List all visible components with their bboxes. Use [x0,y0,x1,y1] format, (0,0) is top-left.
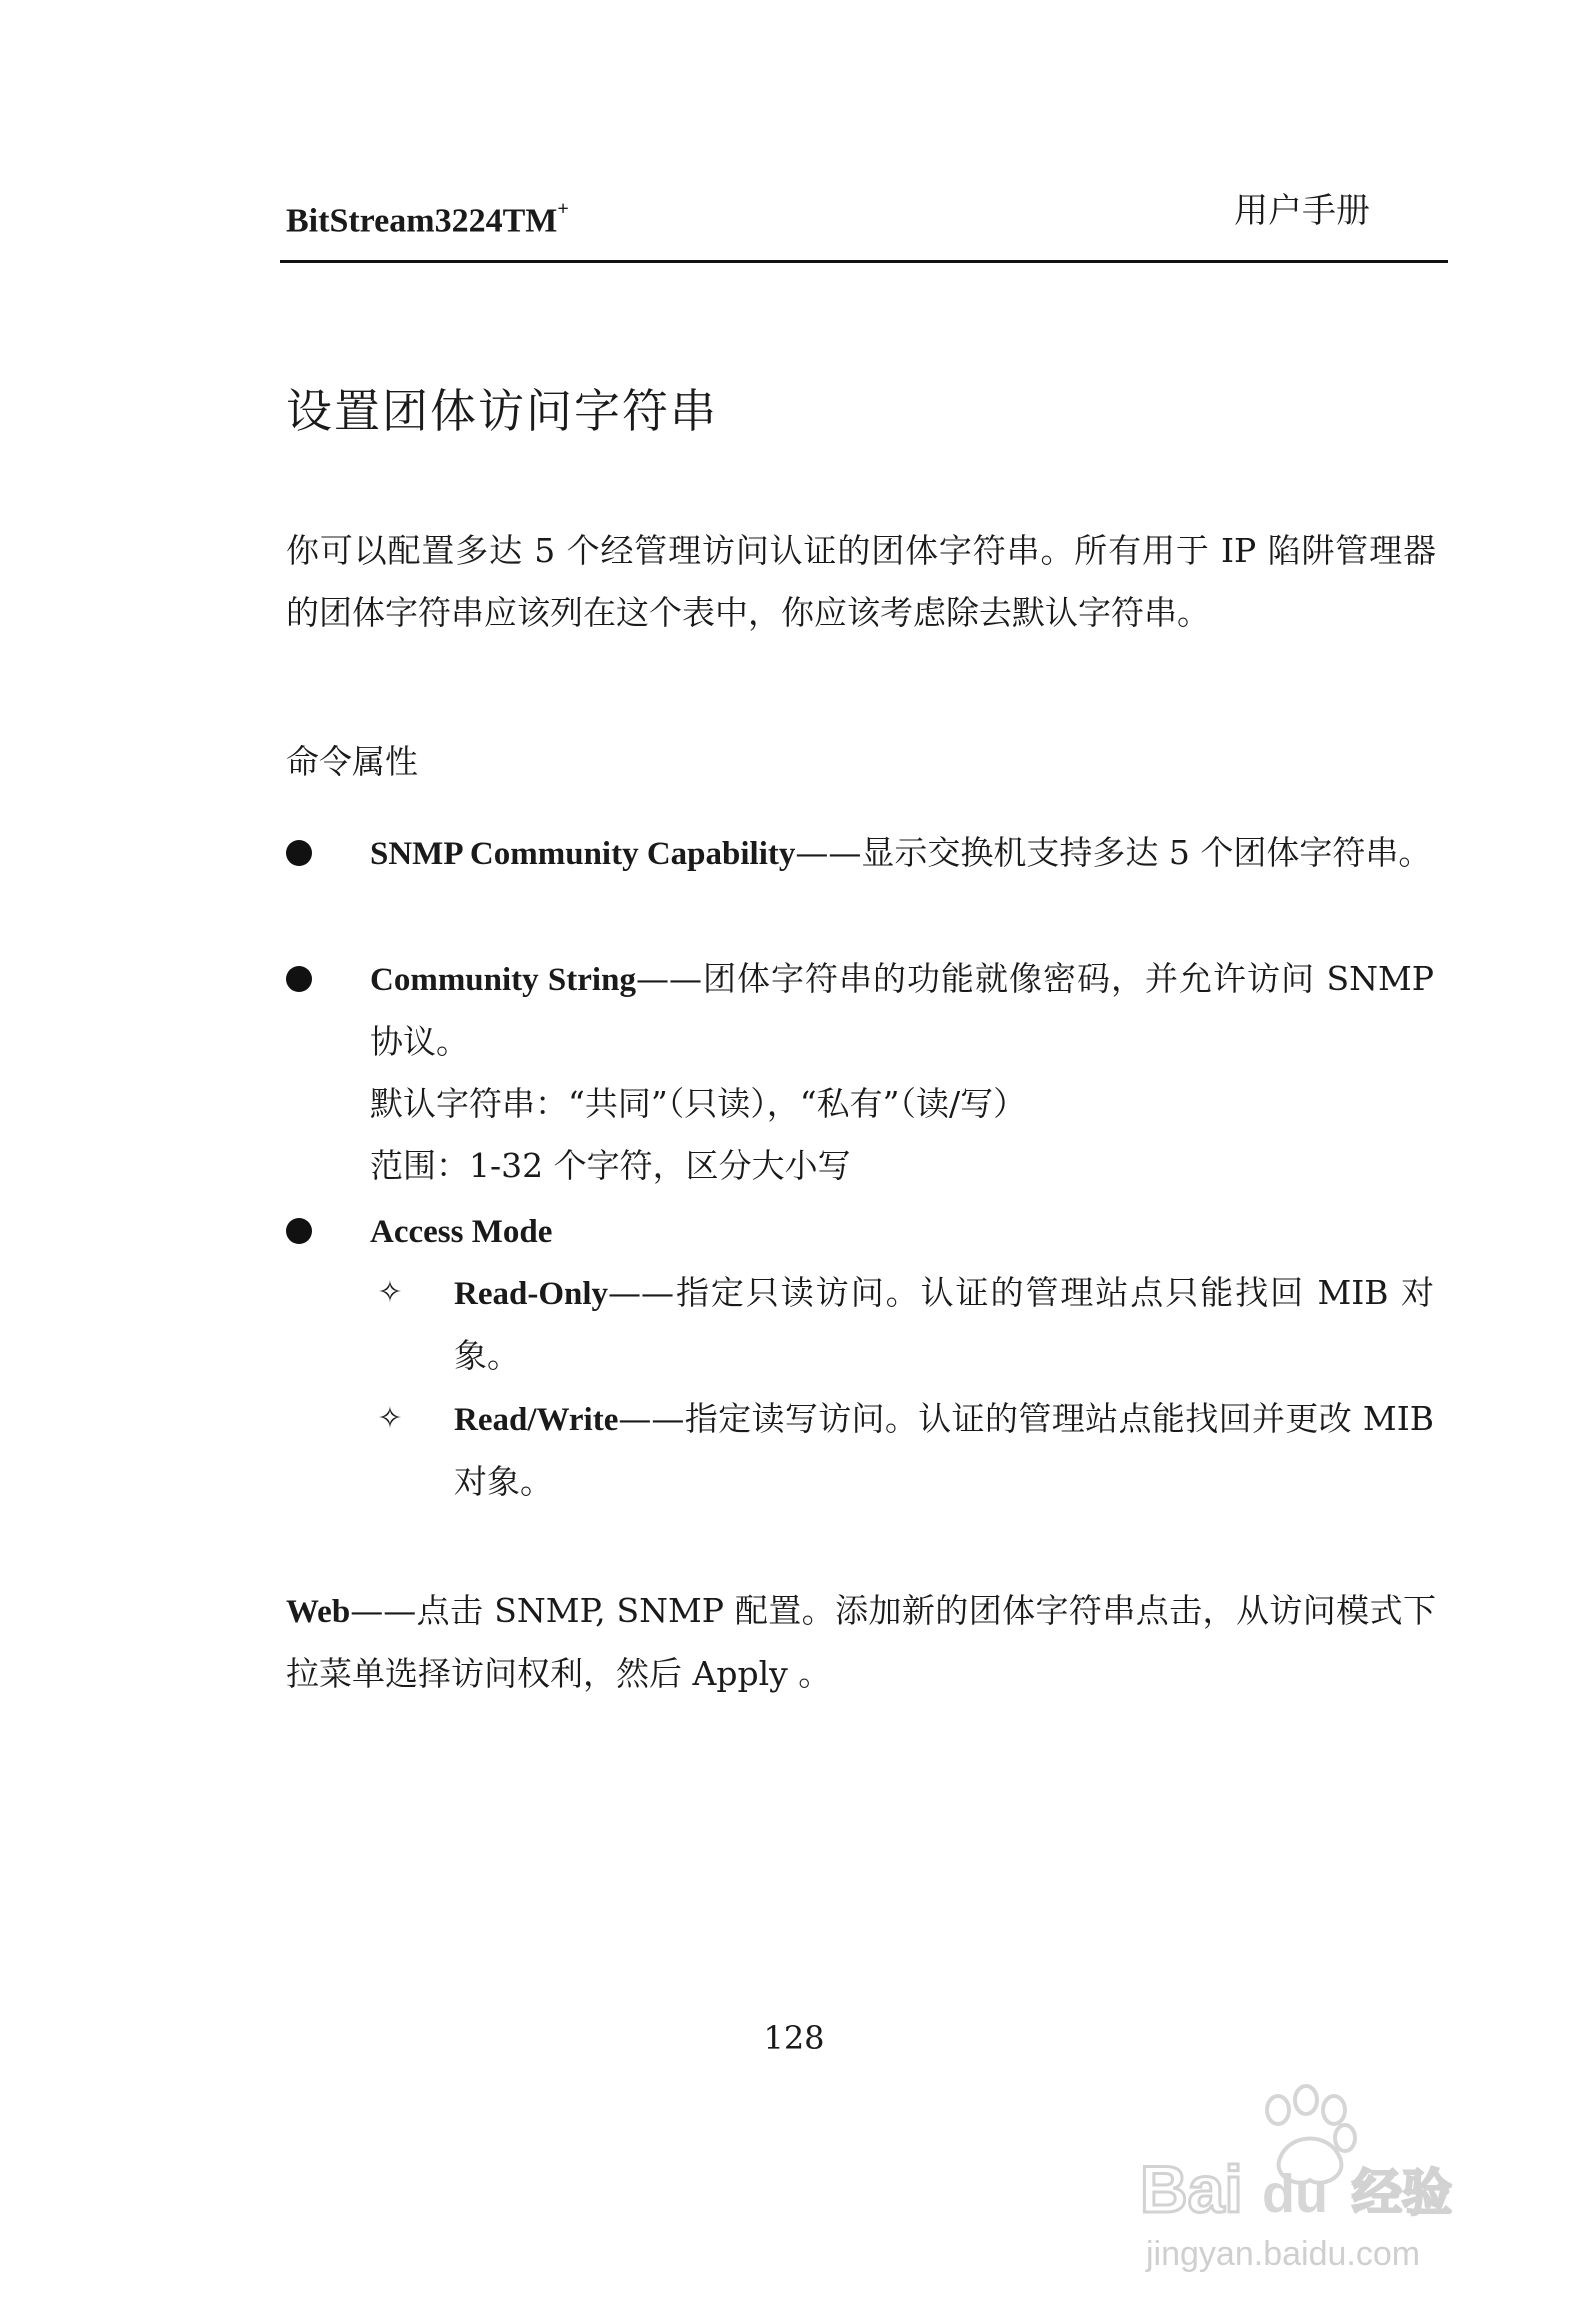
intro-paragraph: 你可以配置多达 5 个经管理访问认证的团体字符串。所有用于 IP 陷阱管理器的团体字符串应该列在这个表中，你应该考虑除去默认字符串。 [286,531,1436,632]
range-line: 范围：1-32 个字符，区分大小写 [370,1146,851,1185]
bullet-description: ——显示交换机支持多达 5 个团体字符串。 [795,833,1432,872]
watermark-brand-text: Bai [1140,2152,1243,2226]
diamond-bullet-icon: ✧ [377,1275,403,1310]
bullet-text [370,1200,1434,1263]
sub-item-description: ——指定读写访问。认证的管理站点能找回并更改 MIB 对象。 [454,1399,1434,1501]
bullet-dot-icon [286,966,312,992]
sub-item-description: ——指定只读访问。认证的管理站点只能找回 MIB 对象。 [454,1273,1434,1375]
sub-item-text [454,1388,1434,1513]
header-manual-label: 用户手册 [1234,191,1370,231]
diamond-bullet-icon: ✧ [377,1401,403,1436]
watermark-url-text: jingyan.baidu.com [1146,2235,1421,2273]
web-term: Web [286,1594,351,1630]
bullet-text [370,948,1434,1197]
sub-item-text [454,1262,1434,1387]
bullet-description: ——团体字符串的功能就像密码，并允许访问 SNMP 协议。 [370,959,1435,1061]
bullet-dot-icon [286,1218,312,1244]
baidu-jingyan-watermark-icon [1130,2080,1510,2280]
bullet-dot-icon [286,840,312,866]
watermark-jingyan-text: 经验 [1352,2164,1452,2222]
web-instructions [286,1580,1436,1705]
header-product-text: BitStream3224TM [286,202,558,240]
default-string-line: 默认字符串：“共同”（只读），“私有”（读/写） [370,1084,1027,1123]
section-title: 设置团体访问字符串 [286,384,718,438]
watermark-du-text: du [1262,2164,1328,2224]
bullet-text [370,822,1434,885]
header-product-superscript: + [557,198,569,220]
bullet-term: Community String [370,962,636,998]
web-description: ——点击 SNMP, SNMP 配置。添加新的团体字符串点击，从访问模式下拉菜单选择访问权利，然后 Apply 。 [286,1591,1436,1693]
bullet-term: SNMP Community Capability [370,836,796,872]
command-attributes-label: 命令属性 [286,742,418,781]
header-divider [280,260,1448,263]
sub-item-term: Read-Only [454,1276,609,1312]
header-product-name [286,193,569,241]
sub-item-term: Read/Write [454,1402,619,1438]
bullet-term: Access Mode [370,1214,553,1250]
page-number: 128 [763,2019,825,2057]
